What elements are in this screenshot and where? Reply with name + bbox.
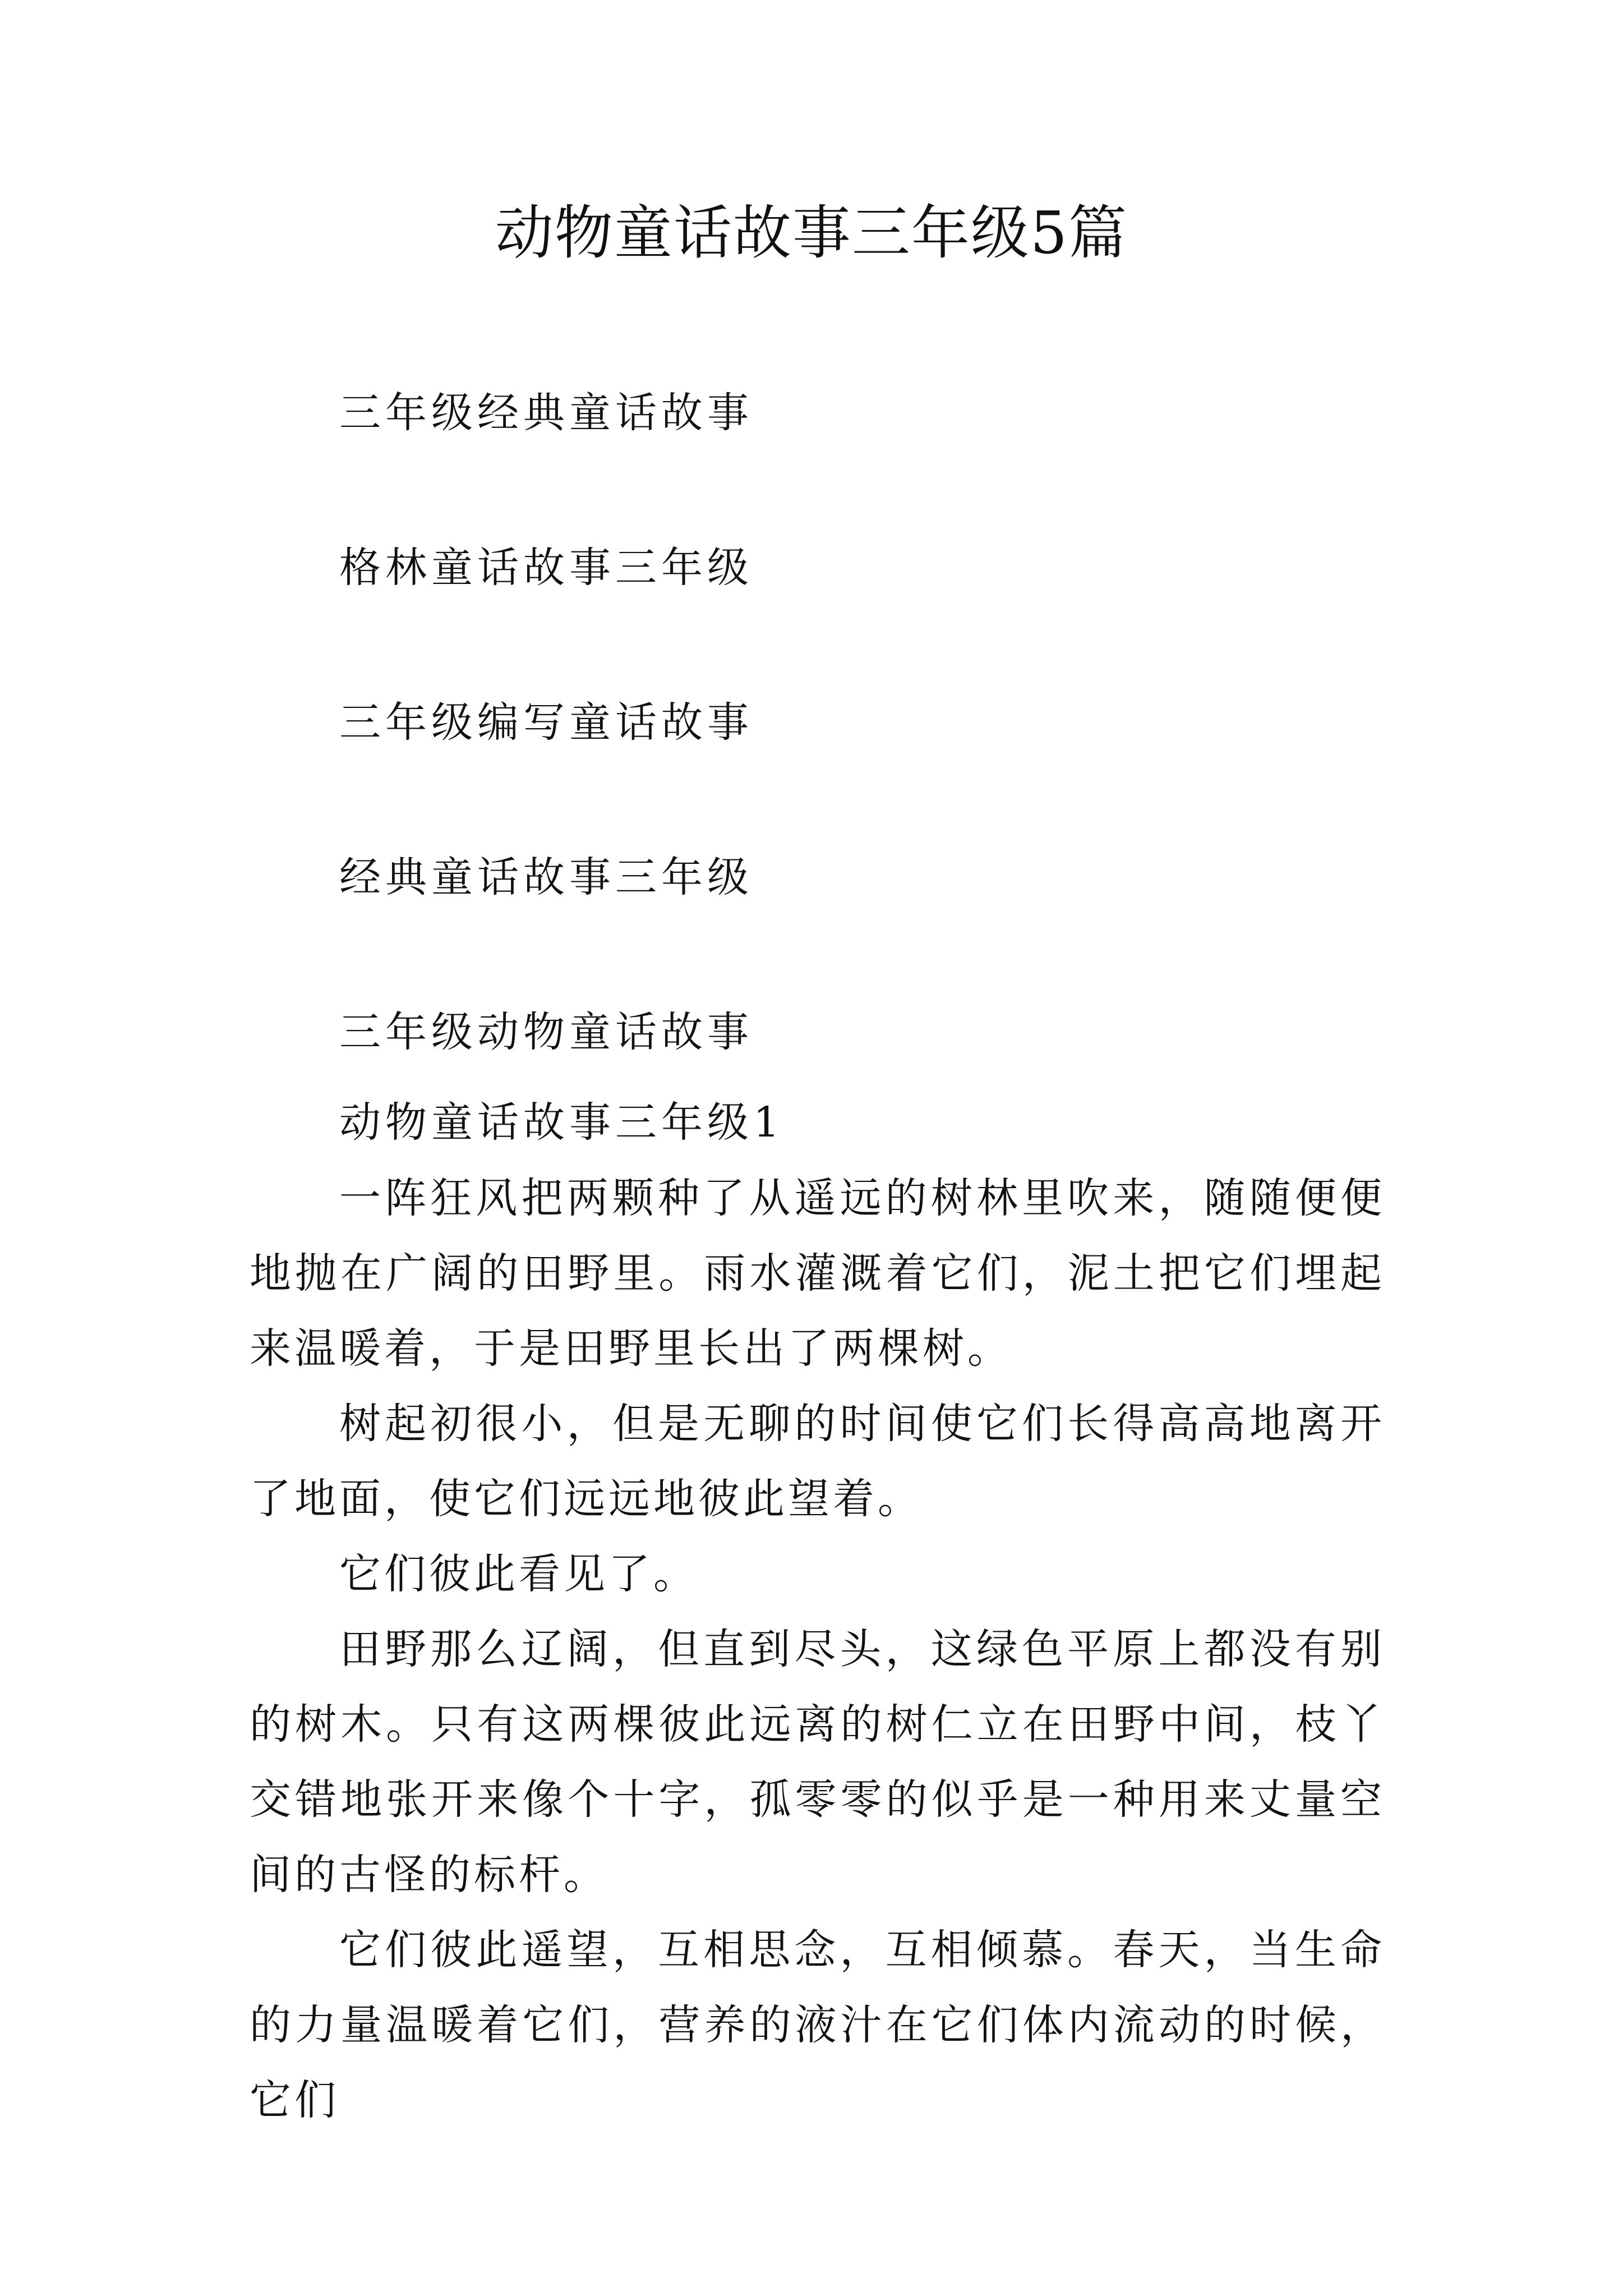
paragraph: 它们彼此看见了。 [339, 1550, 698, 1598]
toc-item: 三年级编写童话故事 [339, 698, 753, 747]
paragraph: 一阵狂风把两颗种了从遥远的树林里吹来，随随便便地抛在广阔的田野里。雨水灌溉着它们，泥土把它们埋起来温暖着，于是田野里长出了两棵树。 [250, 1174, 1385, 1373]
section-heading: 动物童话故事三年级1 [339, 1098, 785, 1147]
toc-item: 三年级动物童话故事 [339, 1008, 753, 1056]
story-body [250, 1084, 1385, 2138]
toc-item: 经典童话故事三年级 [339, 853, 753, 901]
paragraph: 它们彼此遥望，互相思念，互相倾慕。春天，当生命的力量温暖着它们，营养的液汁在它们体内流动的时候，它们 [250, 1926, 1385, 2124]
toc-item: 格林童话故事三年级 [339, 544, 753, 592]
toc-item: 三年级经典童话故事 [339, 389, 753, 437]
paragraph: 田野那么辽阔，但直到尽头，这绿色平原上都没有别的树木。只有这两棵彼此远离的树仁立在田野中间，枝丫交错地张开来像个十字，孤零零的似乎是一种用来丈量空间的古怪的标杆。 [250, 1625, 1385, 1899]
document-title: 动物童话故事三年级5篇 [495, 199, 1128, 267]
paragraph: 树起初很小，但是无聊的时间使它们长得高高地离开了地面，使它们远远地彼此望着。 [250, 1400, 1385, 1523]
